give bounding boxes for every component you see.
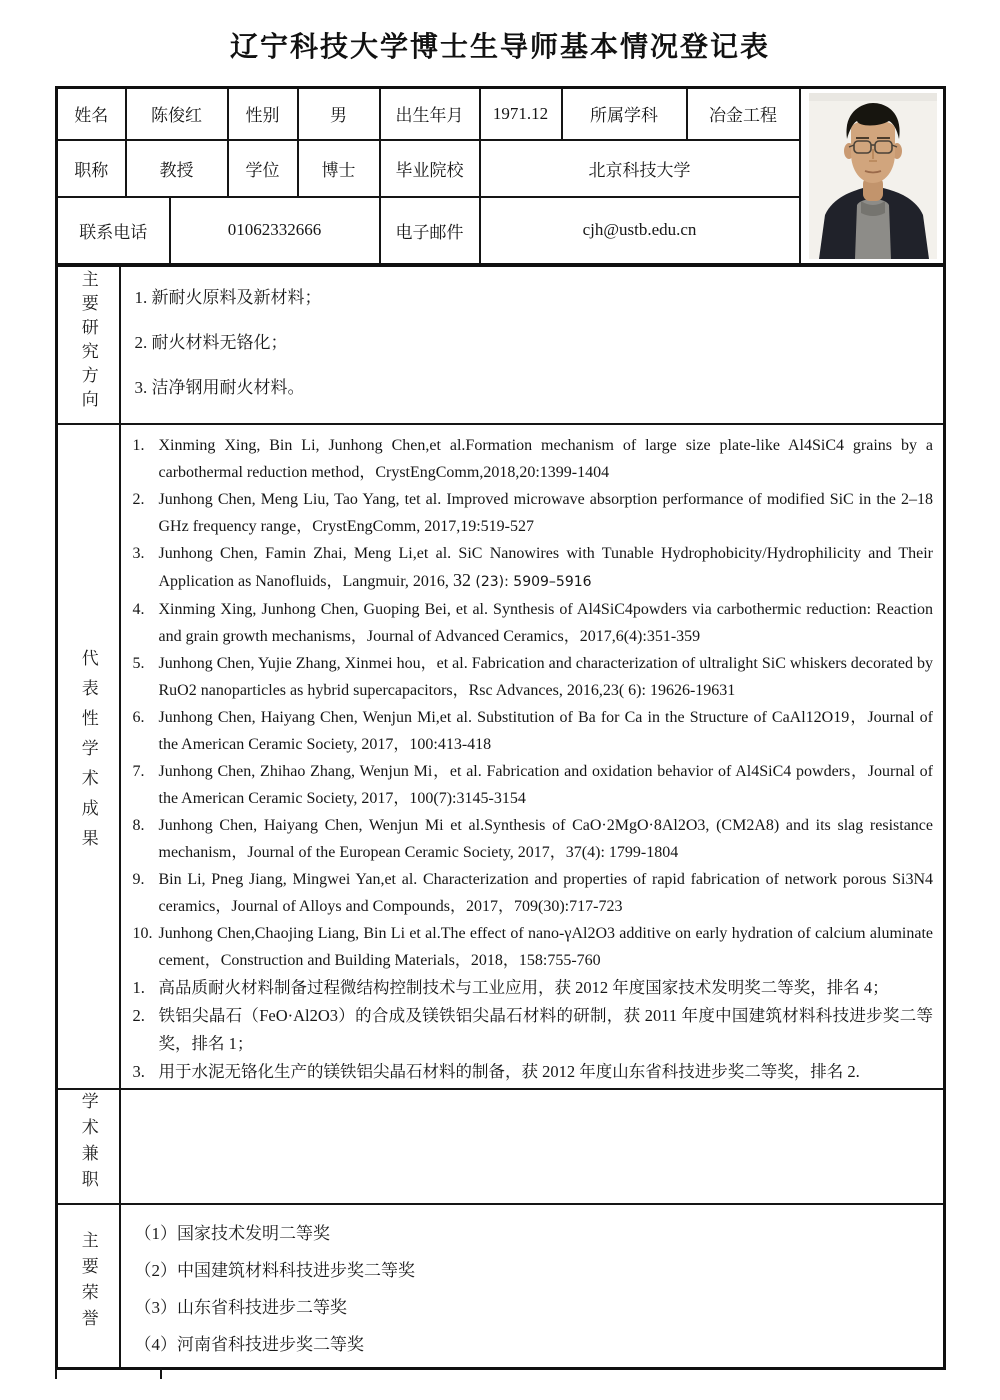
award-item: 3. 用于水泥无铬化生产的镁铁铝尖晶石材料的制备，获 2012 年度山东省科技进步奖二等奖，排名 2. xyxy=(132,1061,860,1081)
gender-value: 男 xyxy=(298,88,380,140)
award-item: 2. 铁铝尖晶石（FeO·Al2O3）的合成及镁铁铝尖晶石材料的研制，获 2011 年度中国建筑材料科技进步奖二等奖，排名 1； xyxy=(132,1005,933,1053)
publication-item: 3. Junhong Chen, Famin Zhai, Meng Li,et al. SiC Nanowires with Tunable Hydrophobicity/Hydrophilicity and Their Application as Nanofluids，Langmuir, 2016, 32 (23): 5909–5916 xyxy=(132,544,933,590)
school-label: 毕业院校 xyxy=(380,140,480,197)
publication-item: 7. Junhong Chen, Zhihao Zhang, Wenjun Mi，et al. Fabrication and oxidation behavior of Al4SiC4 powders，Journal of the American Ceramic Society, 2017，100(7):3145-3154 xyxy=(132,762,933,807)
achievements-content xyxy=(120,424,945,1089)
school-value: 北京科技大学 xyxy=(480,140,800,197)
degree-label: 学位 xyxy=(228,140,298,197)
posts-section-label-cell xyxy=(57,1089,120,1204)
page-title: 辽宁科技大学博士生导师基本情况登记表 xyxy=(229,32,770,63)
section-academic-posts xyxy=(57,1089,945,1204)
research-item: 2. 耐火材料无铬化； xyxy=(134,333,288,352)
posts-section-label: 学术兼职 xyxy=(78,1091,98,1196)
publication-item: 4. Xinming Xing, Junhong Chen, Guoping Bei, et al. Synthesis of Al4SiC4powders via carbothermic reduction: Reaction and grain growth mechanisms，Journal of Advanced Ceramics，2017,6(4):351-359 xyxy=(132,600,933,645)
phone-label: 联系电话 xyxy=(57,197,170,265)
section-achievements xyxy=(57,424,945,1089)
section-honors xyxy=(57,1204,945,1369)
publication-item: 9. Bin Li, Pneg Jiang, Mingwei Yan,et al. Characterization and properties of rapid fabrication of network porous Si3N4 ceramics，Journal of Alloys and Compounds，2017，709(30):717-723 xyxy=(132,870,933,915)
honor-item: （4）河南省科技进步奖二等奖 xyxy=(134,1334,364,1354)
publication-item: 5. Junhong Chen, Yujie Zhang, Xinmei hou，et al. Fabrication and characterization of ultralight SiC whiskers decorated by RuO2 nanoparticles as hybrid supercapacitors，Rsc Advances, 2016,23( 6): 19626-19631 xyxy=(132,654,933,699)
publication-item: 10. Junhong Chen,Chaojing Liang, Bin Li et al.The effect of nano-γAl2O3 additive on early hydration of calcium aluminate cement，Construction and Building Materials，2018，158:755-760 xyxy=(132,924,933,969)
research-item: 3. 洁净钢用耐火材料。 xyxy=(134,378,305,397)
birth-value: 1971.12 xyxy=(480,88,562,140)
publication-item: 6. Junhong Chen, Haiyang Chen, Wenjun Mi,et al. Substitution of Ba for Ca in the Structure of CaAl12O19，Journal of the American Ceramic Society, 2017，100:413-418 xyxy=(132,708,933,753)
portrait-photo xyxy=(809,93,937,259)
publication-item: 1. Xinming Xing, Bin Li, Junhong Chen,et al.Formation mechanism of large size plate-like Al4SiC4 grains by a carbothermal reduction method，CrystEngComm,2018,20:1399-1404 xyxy=(132,436,933,481)
publication-item: 8. Junhong Chen, Haiyang Chen, Wenjun Mi et al.Synthesis of CaO·2MgO·8Al2O3, (CM2A8) and its slag resistance mechanism，Journal of the European Ceramic Society, 2017，37(4): 1799-1804 xyxy=(132,816,933,861)
research-section-label: 主要研究方向 xyxy=(78,270,98,415)
photo-cell xyxy=(800,88,945,265)
achievements-section-label: 代表性学术成果 xyxy=(78,648,98,859)
achievements-section-label-cell xyxy=(57,424,120,1089)
discipline-label: 所属学科 xyxy=(562,88,687,140)
research-content xyxy=(120,266,945,424)
phone-value: 01062332666 xyxy=(170,197,380,265)
gender-label: 性别 xyxy=(228,88,298,140)
posts-content xyxy=(120,1089,945,1204)
table-cut-line xyxy=(55,1368,57,1379)
research-section-label-cell xyxy=(57,266,120,424)
honor-item: （1）国家技术发明二等奖 xyxy=(134,1223,330,1243)
title-value: 教授 xyxy=(126,140,228,197)
name-value: 陈俊红 xyxy=(126,88,228,140)
table-row xyxy=(57,88,945,140)
email-label: 电子邮件 xyxy=(380,197,480,265)
email-value: cjh@ustb.edu.cn xyxy=(480,197,800,265)
basic-info-table xyxy=(55,86,946,266)
degree-value: 博士 xyxy=(298,140,380,197)
award-item: 1. 高品质耐火材料制备过程微结构控制技术与工业应用，获 2012 年度国家技术发明奖二等奖，排名 4； xyxy=(132,977,889,997)
section-research xyxy=(57,266,945,424)
form-tables xyxy=(55,86,943,1370)
honors-content xyxy=(120,1204,945,1369)
honors-section-label: 主要荣誉 xyxy=(78,1231,98,1335)
honors-section-label-cell xyxy=(57,1204,120,1369)
name-label: 姓名 xyxy=(57,88,126,140)
research-item: 1. 新耐火原料及新材料； xyxy=(134,288,322,307)
volume-number: 32 xyxy=(452,569,471,590)
table-cut-line xyxy=(160,1368,162,1379)
discipline-value: 冶金工程 xyxy=(687,88,800,140)
publication-item: 2. Junhong Chen, Meng Liu, Tao Yang, tet al. Improved microwave absorption performance of modified SiC in the 2–18 GHz frequency range，CrystEngComm, 2017,19:519-527 xyxy=(132,490,933,535)
birth-label: 出生年月 xyxy=(380,88,480,140)
honor-item: （3）山东省科技进步二等奖 xyxy=(134,1297,347,1317)
honor-item: （2）中国建筑材料科技进步奖二等奖 xyxy=(134,1260,415,1280)
title-label: 职称 xyxy=(57,140,126,197)
sections-table xyxy=(55,264,946,1370)
